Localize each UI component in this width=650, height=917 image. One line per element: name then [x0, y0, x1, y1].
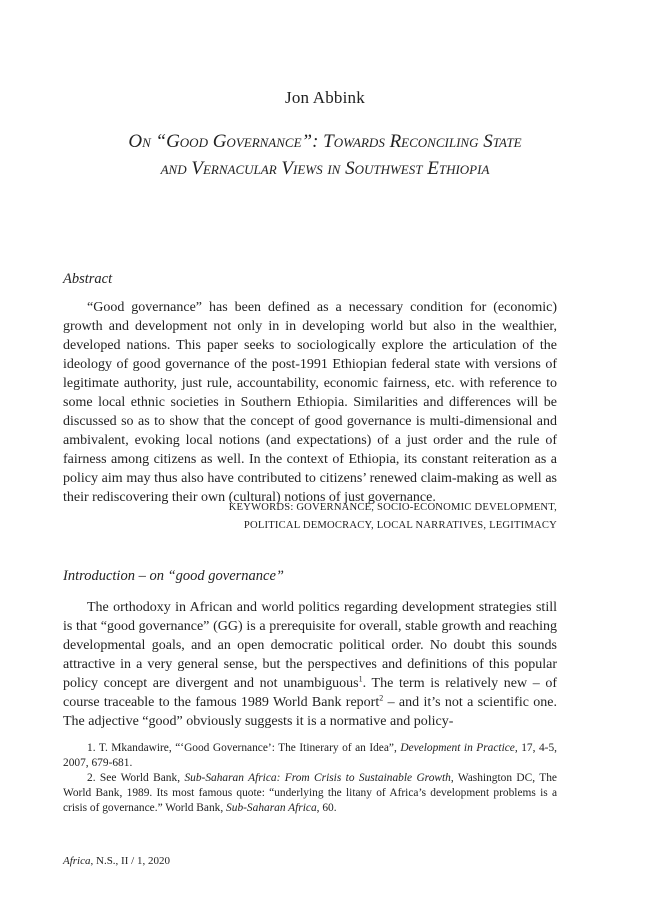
page-footer [63, 855, 170, 867]
footnote-ref-2[interactable]: 2 [379, 693, 384, 703]
footnote-ref-1[interactable]: 1 [358, 674, 363, 684]
introduction-text [63, 598, 557, 731]
footnote-1-citation: 17, 4-5, 2007, 679-681. [63, 742, 557, 769]
footnote-2-page: , 60. [316, 802, 337, 814]
footer-issue: , N.S., II / 1, 2020 [90, 855, 170, 867]
footnote-2-short-title: Sub-Saharan Africa [226, 802, 317, 814]
paper-title [40, 128, 610, 182]
author-name: Jon Abbink [285, 88, 365, 107]
footnote-2 [63, 771, 557, 816]
footnote-2-report-title: Sub-Saharan Africa: From Crisis to Sustainable Growth [184, 772, 451, 784]
intro-text-part-1: The orthodoxy in African and world politics regarding development strategies still is that “good governance” (GG) is a prerequisite for overall, stable growth and reaching developmental goals, and an open democratic political order. No doubt this sounds attractive in a very general sense, but the perspectives and definitions of this popular policy concept are divergent and not unambiguous [63, 600, 557, 691]
footnotes [63, 741, 557, 816]
paper-title-line-2: and Vernacular Views in Southwest Ethiopia [160, 158, 490, 179]
abstract-text: “Good governance” has been defined as a necessary condition for (economic) growth and development not only in in developing world but also in the wealthier, developed nations. This paper seeks to sociologically explore the articulation of the ideology of good governance of the post-1991 Ethiopian federal state with versions of legitimate authority, just rule, accountability, economic fairness, etc. with reference to some local ethnic societies in Southern Ethiopia. Similarities and differences will be discussed so as to show that the concept of good governance is multi-dimensional and ambivalent, evoking local notions (and expectations) of a just order and the rule of fairness among citizens as well. In the context of Ethiopia, its constant reiteration as a policy aim may thus also have contributed to citizens’ renewed claim-making as well as their rediscovering their own (cultural) notions of just governance. [63, 300, 557, 505]
footnote-2-text: 2. See World Bank, [87, 772, 185, 784]
keywords [63, 499, 557, 534]
keywords-line-1: KEYWORDS: GOVERNANCE, SOCIO-ECONOMIC DEVELOPMENT, [228, 502, 557, 513]
footnote-1 [63, 741, 557, 771]
introduction-heading: Introduction – on “good governance” [63, 568, 284, 584]
footer-journal-name: Africa [63, 855, 91, 867]
keywords-line-2: POLITICAL DEMOCRACY, LOCAL NARRATIVES, LEGITIMACY [243, 519, 557, 531]
intro-text-part-2: . The term is relatively new – of course traceable to the famous 1989 World Bank report [63, 676, 557, 710]
intro-text-part-3: – and it’s not a scientific one. The adjective “good” obviously suggests it is a normative and policy- [63, 695, 557, 729]
footnote-1-journal: Development in Practice, [400, 742, 518, 754]
footnote-2-citation: , Washington DC, The World Bank, 1989. Its most famous quote: “underlying the litany of Africa’s development problems is a crisis of governance.” World Bank, [63, 772, 557, 814]
abstract-heading: Abstract [63, 271, 113, 287]
footnote-1-text: 1. T. Mkandawire, “‘Good Governance’: The Itinerary of an Idea”, [87, 742, 401, 754]
paper-title-line-1: On “Good Governance”: Towards Reconciling State [128, 131, 522, 152]
